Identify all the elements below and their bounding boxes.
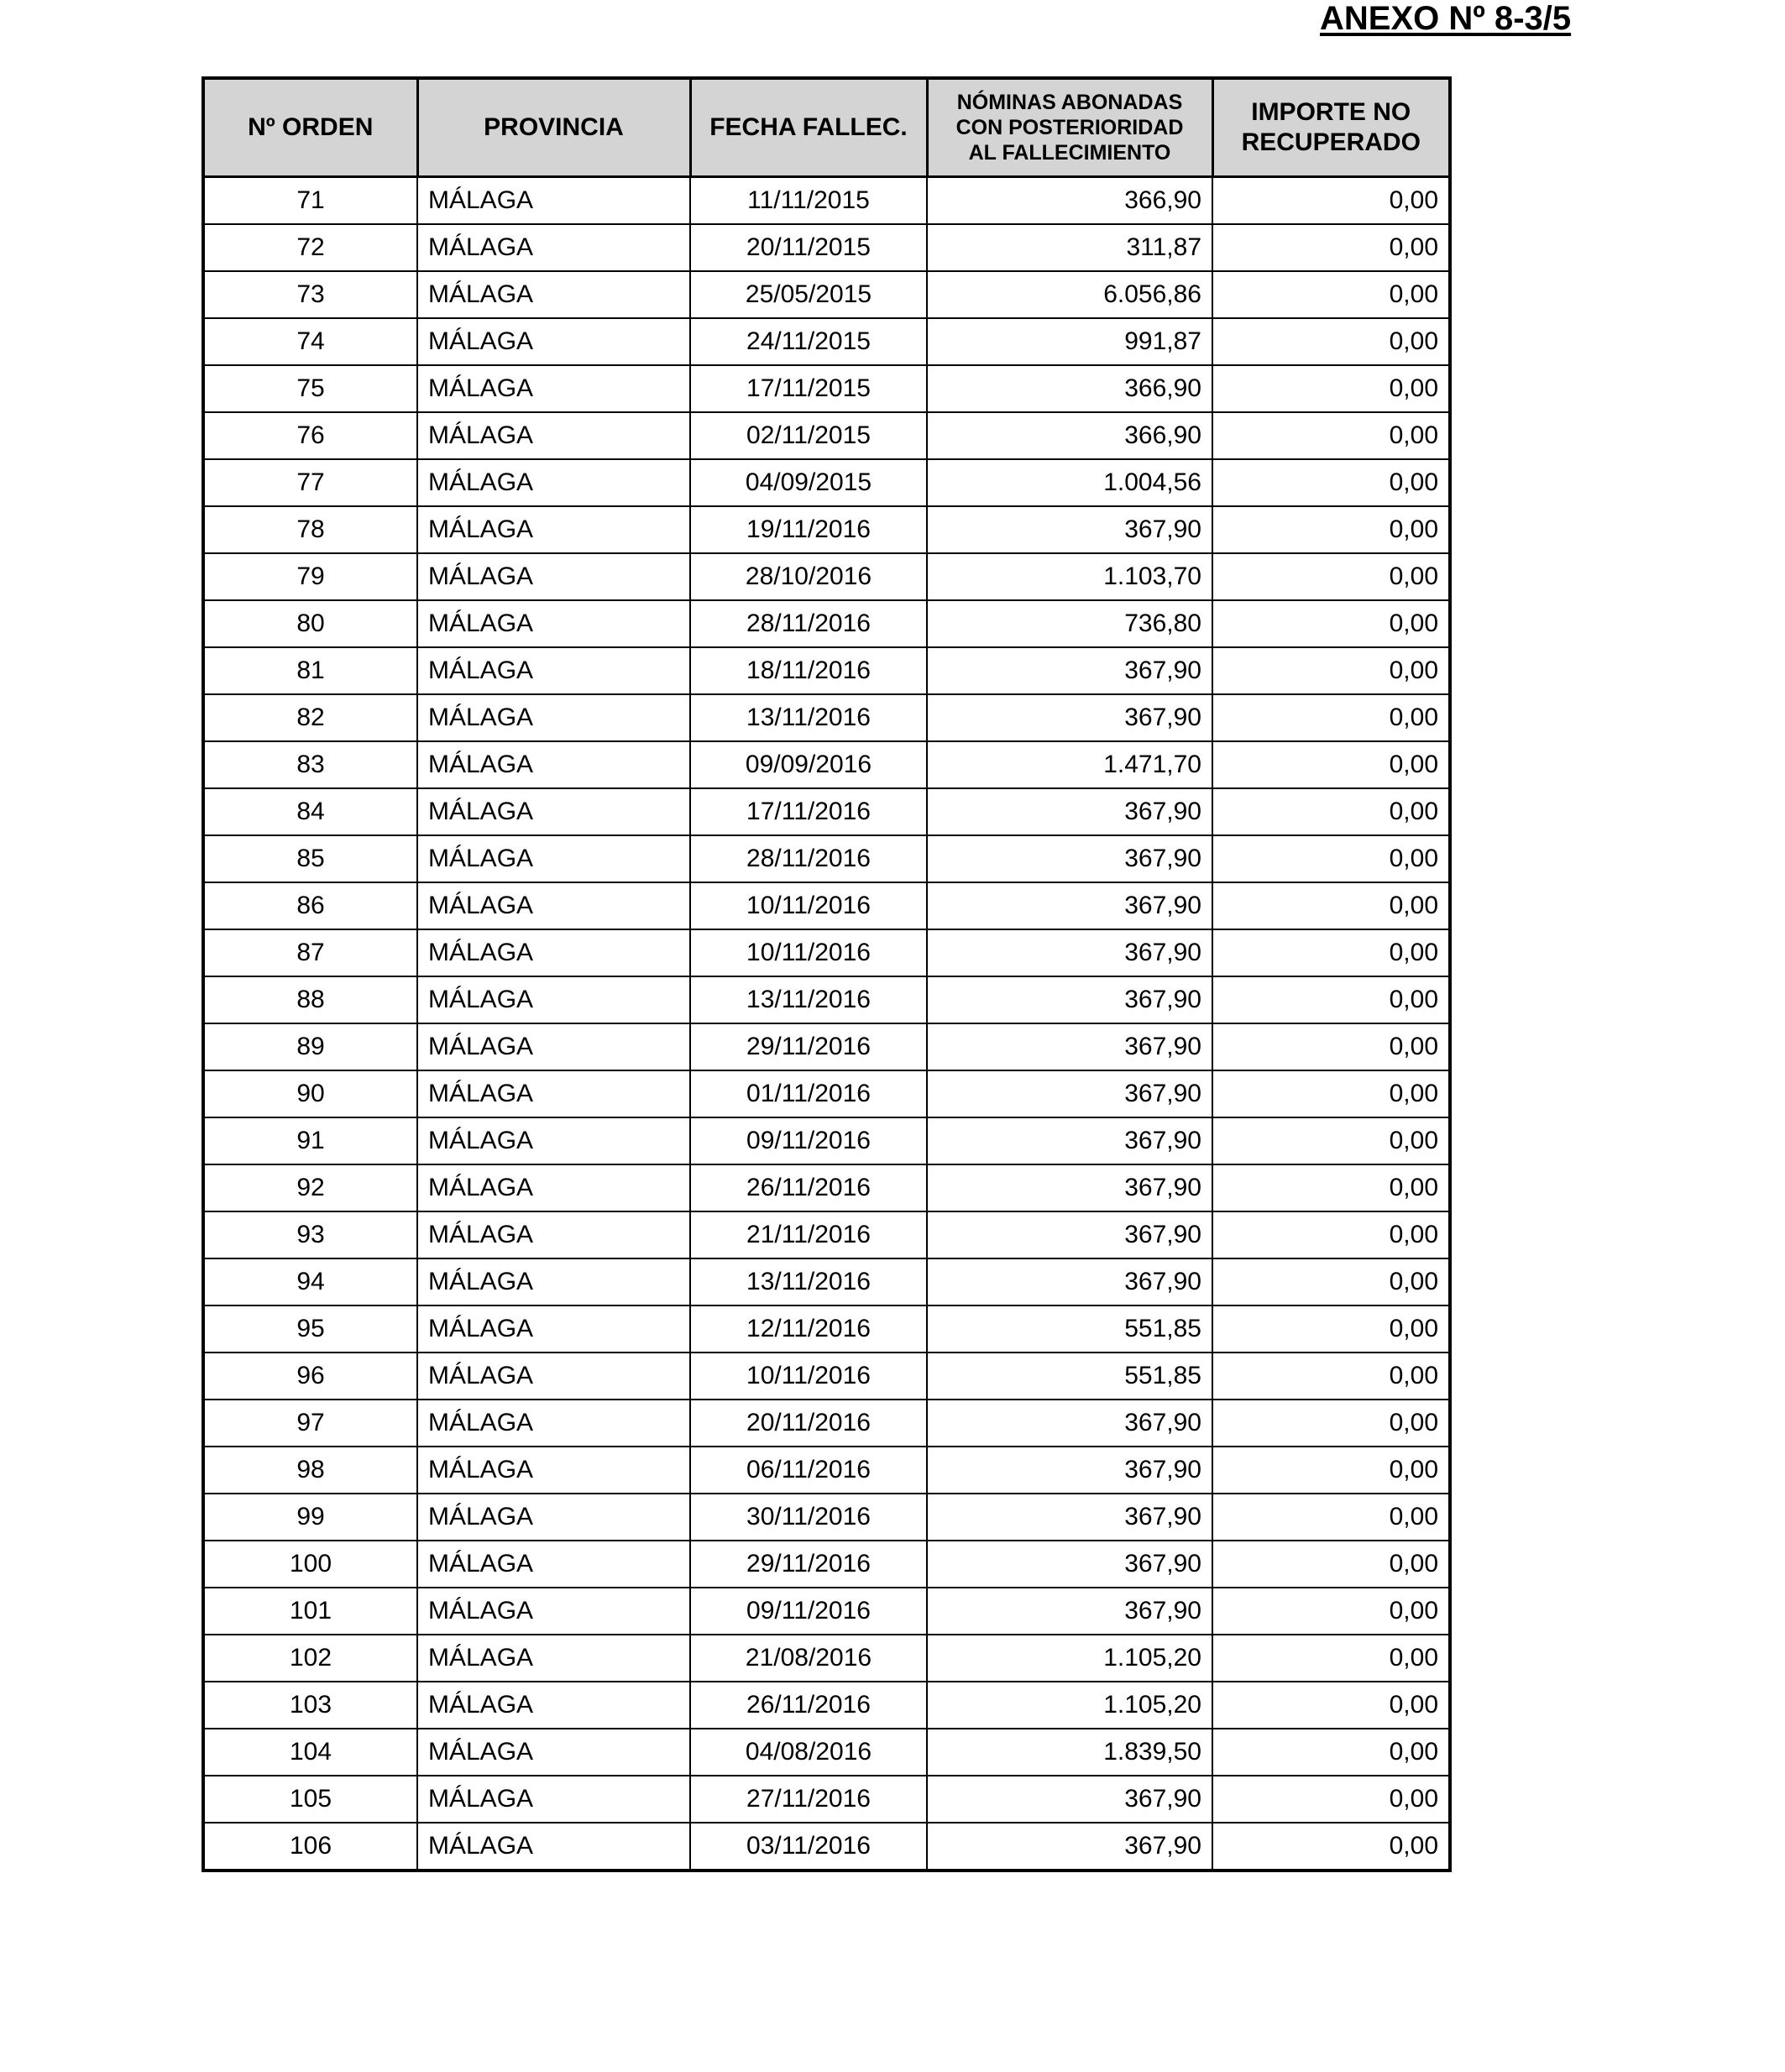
cell-fecha: 29/11/2016	[690, 1023, 927, 1070]
deceased-payments-table	[202, 76, 1452, 1872]
table-row	[203, 506, 1450, 553]
cell-orden: 75	[203, 365, 417, 412]
cell-fecha: 10/11/2016	[690, 929, 927, 976]
cell-importe: 0,00	[1212, 1635, 1450, 1682]
cell-provincia: MÁLAGA	[417, 271, 690, 318]
table-row	[203, 929, 1450, 976]
cell-nominas: 367,90	[927, 1541, 1212, 1588]
cell-nominas: 367,90	[927, 788, 1212, 835]
cell-importe: 0,00	[1212, 365, 1450, 412]
cell-fecha: 09/11/2016	[690, 1588, 927, 1635]
cell-importe: 0,00	[1212, 976, 1450, 1023]
cell-importe: 0,00	[1212, 412, 1450, 459]
cell-nominas: 367,90	[927, 1588, 1212, 1635]
table-row	[203, 1353, 1450, 1400]
cell-provincia: MÁLAGA	[417, 412, 690, 459]
cell-fecha: 13/11/2016	[690, 1258, 927, 1305]
cell-nominas: 367,90	[927, 929, 1212, 976]
cell-provincia: MÁLAGA	[417, 1447, 690, 1494]
cell-provincia: MÁLAGA	[417, 318, 690, 365]
cell-provincia: MÁLAGA	[417, 835, 690, 882]
cell-importe: 0,00	[1212, 1682, 1450, 1729]
cell-importe: 0,00	[1212, 882, 1450, 929]
cell-importe: 0,00	[1212, 1588, 1450, 1635]
cell-orden: 103	[203, 1682, 417, 1729]
cell-importe: 0,00	[1212, 1211, 1450, 1258]
cell-orden: 94	[203, 1258, 417, 1305]
table-row	[203, 1400, 1450, 1447]
cell-fecha: 18/11/2016	[690, 647, 927, 694]
cell-importe: 0,00	[1212, 788, 1450, 835]
table-row	[203, 1305, 1450, 1353]
cell-importe: 0,00	[1212, 1305, 1450, 1353]
cell-provincia: MÁLAGA	[417, 694, 690, 741]
cell-nominas: 367,90	[927, 1776, 1212, 1823]
cell-importe: 0,00	[1212, 177, 1450, 225]
table-row	[203, 1447, 1450, 1494]
cell-orden: 79	[203, 553, 417, 600]
cell-nominas: 1.471,70	[927, 741, 1212, 788]
cell-fecha: 10/11/2016	[690, 882, 927, 929]
cell-fecha: 09/11/2016	[690, 1117, 927, 1164]
cell-nominas: 736,80	[927, 600, 1212, 647]
cell-orden: 96	[203, 1353, 417, 1400]
cell-orden: 100	[203, 1541, 417, 1588]
cell-importe: 0,00	[1212, 1776, 1450, 1823]
cell-fecha: 20/11/2016	[690, 1400, 927, 1447]
cell-importe: 0,00	[1212, 553, 1450, 600]
cell-importe: 0,00	[1212, 1447, 1450, 1494]
cell-provincia: MÁLAGA	[417, 741, 690, 788]
cell-nominas: 367,90	[927, 1164, 1212, 1211]
table-row	[203, 976, 1450, 1023]
cell-provincia: MÁLAGA	[417, 976, 690, 1023]
cell-provincia: MÁLAGA	[417, 224, 690, 271]
cell-fecha: 20/11/2015	[690, 224, 927, 271]
cell-fecha: 01/11/2016	[690, 1070, 927, 1117]
table-row	[203, 224, 1450, 271]
cell-orden: 104	[203, 1729, 417, 1776]
cell-orden: 90	[203, 1070, 417, 1117]
cell-provincia: MÁLAGA	[417, 1305, 690, 1353]
cell-provincia: MÁLAGA	[417, 929, 690, 976]
table-row	[203, 1776, 1450, 1823]
table-header	[203, 78, 1450, 177]
cell-fecha: 28/10/2016	[690, 553, 927, 600]
cell-provincia: MÁLAGA	[417, 1588, 690, 1635]
cell-importe: 0,00	[1212, 1070, 1450, 1117]
cell-orden: 81	[203, 647, 417, 694]
cell-importe: 0,00	[1212, 1353, 1450, 1400]
table-row	[203, 1258, 1450, 1305]
cell-provincia: MÁLAGA	[417, 506, 690, 553]
cell-orden: 97	[203, 1400, 417, 1447]
cell-fecha: 19/11/2016	[690, 506, 927, 553]
table-row	[203, 1823, 1450, 1871]
header-nominas-line2: CON POSTERIORIDAD	[955, 116, 1184, 139]
header-row	[203, 78, 1450, 177]
table-row	[203, 1023, 1450, 1070]
cell-provincia: MÁLAGA	[417, 177, 690, 225]
header-importe-line1: IMPORTE NO	[1251, 98, 1411, 126]
annex-title: ANEXO Nº 8-3/5	[1320, 0, 1572, 37]
cell-orden: 86	[203, 882, 417, 929]
cell-orden: 88	[203, 976, 417, 1023]
cell-nominas: 367,90	[927, 1400, 1212, 1447]
table-row	[203, 412, 1450, 459]
cell-nominas: 367,90	[927, 976, 1212, 1023]
cell-provincia: MÁLAGA	[417, 1211, 690, 1258]
cell-orden: 71	[203, 177, 417, 225]
cell-nominas: 1.839,50	[927, 1729, 1212, 1776]
cell-nominas: 367,90	[927, 694, 1212, 741]
cell-nominas: 367,90	[927, 1447, 1212, 1494]
header-importe-line2: RECUPERADO	[1241, 128, 1421, 156]
cell-provincia: MÁLAGA	[417, 365, 690, 412]
cell-orden: 85	[203, 835, 417, 882]
cell-provincia: MÁLAGA	[417, 1776, 690, 1823]
table-row	[203, 741, 1450, 788]
cell-fecha: 02/11/2015	[690, 412, 927, 459]
table-row	[203, 1635, 1450, 1682]
cell-nominas: 1.105,20	[927, 1635, 1212, 1682]
cell-orden: 74	[203, 318, 417, 365]
cell-provincia: MÁLAGA	[417, 647, 690, 694]
cell-importe: 0,00	[1212, 600, 1450, 647]
cell-provincia: MÁLAGA	[417, 1729, 690, 1776]
header-fecha: FECHA FALLEC.	[690, 78, 927, 177]
cell-nominas: 1.004,56	[927, 459, 1212, 506]
cell-provincia: MÁLAGA	[417, 1070, 690, 1117]
cell-importe: 0,00	[1212, 271, 1450, 318]
cell-fecha: 30/11/2016	[690, 1494, 927, 1541]
cell-importe: 0,00	[1212, 1400, 1450, 1447]
table-row	[203, 271, 1450, 318]
table-row	[203, 553, 1450, 600]
cell-fecha: 26/11/2016	[690, 1682, 927, 1729]
cell-orden: 84	[203, 788, 417, 835]
cell-importe: 0,00	[1212, 1729, 1450, 1776]
cell-provincia: MÁLAGA	[417, 1635, 690, 1682]
table-row	[203, 1541, 1450, 1588]
cell-importe: 0,00	[1212, 929, 1450, 976]
cell-provincia: MÁLAGA	[417, 1494, 690, 1541]
header-nominas	[927, 78, 1212, 177]
cell-orden: 98	[203, 1447, 417, 1494]
table-row	[203, 1494, 1450, 1541]
cell-provincia: MÁLAGA	[417, 600, 690, 647]
cell-orden: 77	[203, 459, 417, 506]
cell-fecha: 21/08/2016	[690, 1635, 927, 1682]
cell-nominas: 367,90	[927, 647, 1212, 694]
table-row	[203, 788, 1450, 835]
cell-importe: 0,00	[1212, 694, 1450, 741]
cell-orden: 82	[203, 694, 417, 741]
cell-fecha: 03/11/2016	[690, 1823, 927, 1871]
cell-nominas: 367,90	[927, 1258, 1212, 1305]
cell-nominas: 6.056,86	[927, 271, 1212, 318]
cell-provincia: MÁLAGA	[417, 1682, 690, 1729]
cell-importe: 0,00	[1212, 1164, 1450, 1211]
cell-nominas: 991,87	[927, 318, 1212, 365]
cell-fecha: 13/11/2016	[690, 694, 927, 741]
cell-orden: 91	[203, 1117, 417, 1164]
cell-importe: 0,00	[1212, 1258, 1450, 1305]
cell-orden: 83	[203, 741, 417, 788]
cell-orden: 72	[203, 224, 417, 271]
table-row	[203, 459, 1450, 506]
table-row	[203, 1164, 1450, 1211]
table-row	[203, 1070, 1450, 1117]
cell-importe: 0,00	[1212, 1117, 1450, 1164]
cell-nominas: 1.105,20	[927, 1682, 1212, 1729]
cell-fecha: 09/09/2016	[690, 741, 927, 788]
cell-importe: 0,00	[1212, 318, 1450, 365]
header-nominas-line1: NÓMINAS ABONADAS	[956, 91, 1183, 114]
cell-provincia: MÁLAGA	[417, 553, 690, 600]
cell-orden: 101	[203, 1588, 417, 1635]
cell-nominas: 367,90	[927, 882, 1212, 929]
cell-provincia: MÁLAGA	[417, 1400, 690, 1447]
cell-nominas: 367,90	[927, 1023, 1212, 1070]
cell-fecha: 27/11/2016	[690, 1776, 927, 1823]
header-nominas-line3: AL FALLECIMIENTO	[968, 141, 1171, 165]
table-row	[203, 1211, 1450, 1258]
cell-fecha: 12/11/2016	[690, 1305, 927, 1353]
cell-orden: 78	[203, 506, 417, 553]
cell-nominas: 367,90	[927, 1117, 1212, 1164]
cell-orden: 73	[203, 271, 417, 318]
table-row	[203, 835, 1450, 882]
cell-fecha: 25/05/2015	[690, 271, 927, 318]
cell-nominas: 366,90	[927, 365, 1212, 412]
cell-orden: 93	[203, 1211, 417, 1258]
table-row	[203, 365, 1450, 412]
cell-importe: 0,00	[1212, 506, 1450, 553]
cell-provincia: MÁLAGA	[417, 788, 690, 835]
header-provincia: PROVINCIA	[417, 78, 690, 177]
header-importe	[1212, 78, 1450, 177]
cell-orden: 95	[203, 1305, 417, 1353]
table-row	[203, 1588, 1450, 1635]
table-row	[203, 694, 1450, 741]
table-body	[203, 177, 1450, 1871]
cell-fecha: 04/09/2015	[690, 459, 927, 506]
cell-orden: 89	[203, 1023, 417, 1070]
cell-provincia: MÁLAGA	[417, 1258, 690, 1305]
cell-fecha: 11/11/2015	[690, 177, 927, 225]
cell-fecha: 28/11/2016	[690, 600, 927, 647]
table-row	[203, 600, 1450, 647]
table-row	[203, 1729, 1450, 1776]
cell-nominas: 366,90	[927, 412, 1212, 459]
cell-orden: 76	[203, 412, 417, 459]
cell-nominas: 551,85	[927, 1353, 1212, 1400]
table-row	[203, 177, 1450, 225]
cell-provincia: MÁLAGA	[417, 459, 690, 506]
cell-fecha: 04/08/2016	[690, 1729, 927, 1776]
cell-fecha: 26/11/2016	[690, 1164, 927, 1211]
cell-fecha: 21/11/2016	[690, 1211, 927, 1258]
cell-importe: 0,00	[1212, 459, 1450, 506]
cell-orden: 102	[203, 1635, 417, 1682]
cell-importe: 0,00	[1212, 224, 1450, 271]
cell-nominas: 367,90	[927, 835, 1212, 882]
cell-orden: 92	[203, 1164, 417, 1211]
cell-fecha: 10/11/2016	[690, 1353, 927, 1400]
cell-fecha: 24/11/2015	[690, 318, 927, 365]
cell-nominas: 367,90	[927, 506, 1212, 553]
cell-provincia: MÁLAGA	[417, 1117, 690, 1164]
cell-nominas: 367,90	[927, 1823, 1212, 1871]
cell-nominas: 551,85	[927, 1305, 1212, 1353]
table-row	[203, 318, 1450, 365]
cell-importe: 0,00	[1212, 835, 1450, 882]
cell-fecha: 13/11/2016	[690, 976, 927, 1023]
cell-orden: 105	[203, 1776, 417, 1823]
cell-importe: 0,00	[1212, 1023, 1450, 1070]
cell-importe: 0,00	[1212, 647, 1450, 694]
cell-fecha: 17/11/2015	[690, 365, 927, 412]
cell-provincia: MÁLAGA	[417, 1164, 690, 1211]
cell-nominas: 367,90	[927, 1211, 1212, 1258]
cell-nominas: 311,87	[927, 224, 1212, 271]
cell-provincia: MÁLAGA	[417, 1541, 690, 1588]
table-row	[203, 1117, 1450, 1164]
cell-importe: 0,00	[1212, 741, 1450, 788]
cell-orden: 106	[203, 1823, 417, 1871]
header-orden: Nº ORDEN	[203, 78, 417, 177]
cell-fecha: 28/11/2016	[690, 835, 927, 882]
cell-importe: 0,00	[1212, 1823, 1450, 1871]
cell-orden: 80	[203, 600, 417, 647]
cell-nominas: 367,90	[927, 1494, 1212, 1541]
cell-orden: 87	[203, 929, 417, 976]
cell-provincia: MÁLAGA	[417, 1823, 690, 1871]
table-row	[203, 1682, 1450, 1729]
cell-importe: 0,00	[1212, 1541, 1450, 1588]
cell-nominas: 367,90	[927, 1070, 1212, 1117]
cell-fecha: 29/11/2016	[690, 1541, 927, 1588]
cell-orden: 99	[203, 1494, 417, 1541]
cell-provincia: MÁLAGA	[417, 1023, 690, 1070]
cell-nominas: 1.103,70	[927, 553, 1212, 600]
cell-fecha: 06/11/2016	[690, 1447, 927, 1494]
cell-nominas: 366,90	[927, 177, 1212, 225]
cell-provincia: MÁLAGA	[417, 1353, 690, 1400]
cell-provincia: MÁLAGA	[417, 882, 690, 929]
cell-fecha: 17/11/2016	[690, 788, 927, 835]
table-row	[203, 882, 1450, 929]
cell-importe: 0,00	[1212, 1494, 1450, 1541]
table-row	[203, 647, 1450, 694]
